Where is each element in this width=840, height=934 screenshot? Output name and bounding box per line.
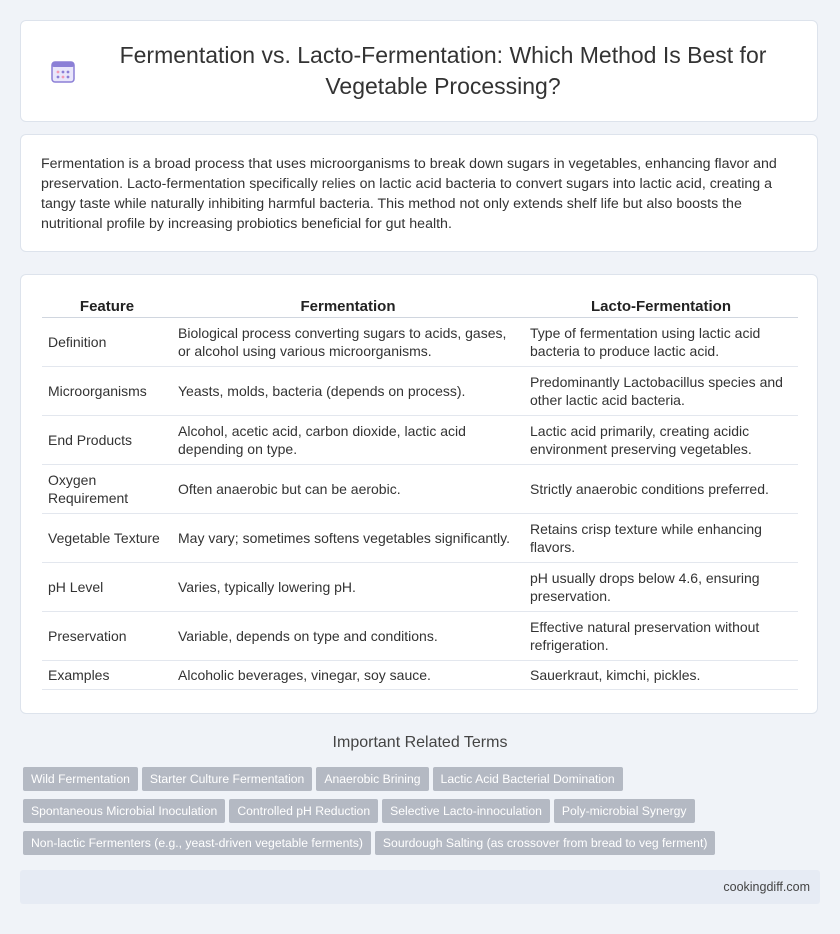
lacto-cell: pH usually drops below 4.6, ensuring preservation. <box>524 563 798 612</box>
lacto-cell: Sauerkraut, kimchi, pickles. <box>524 661 798 690</box>
related-term-tag[interactable]: Anaerobic Brining <box>316 767 428 791</box>
feature-cell: pH Level <box>42 563 172 612</box>
table-row <box>42 514 798 563</box>
table-row <box>42 465 798 514</box>
footer <box>20 870 820 904</box>
table-row <box>42 661 798 690</box>
header-lacto-fermentation: Lacto-Fermentation <box>524 295 798 318</box>
footer-site-link[interactable]: cookingdiff.com <box>723 880 810 894</box>
table-row <box>42 318 798 367</box>
lacto-cell: Retains crisp texture while enhancing flavors. <box>524 514 798 563</box>
table-header-row <box>42 295 798 318</box>
fermentation-cell: Biological process converting sugars to acids, gases, or alcohol using various microorganisms. <box>172 318 524 367</box>
related-terms-list <box>23 767 823 863</box>
related-term-tag[interactable]: Controlled pH Reduction <box>229 799 378 823</box>
lacto-cell: Predominantly Lactobacillus species and other lactic acid bacteria. <box>524 367 798 416</box>
related-term-tag[interactable]: Wild Fermentation <box>23 767 138 791</box>
fermentation-cell: May vary; sometimes softens vegetables significantly. <box>172 514 524 563</box>
header-fermentation: Fermentation <box>172 295 524 318</box>
related-term-tag[interactable]: Lactic Acid Bacterial Domination <box>433 767 623 791</box>
fermentation-cell: Variable, depends on type and conditions. <box>172 612 524 661</box>
intro-card <box>20 134 818 252</box>
table-row <box>42 367 798 416</box>
feature-cell: Definition <box>42 318 172 367</box>
calendar-grid-icon <box>50 58 76 84</box>
related-term-tag[interactable]: Non-lactic Fermenters (e.g., yeast-driven vegetable ferments) <box>23 831 371 855</box>
related-term-tag[interactable]: Starter Culture Fermentation <box>142 767 312 791</box>
related-term-tag[interactable]: Selective Lacto-innoculation <box>382 799 550 823</box>
table-row <box>42 612 798 661</box>
feature-cell: Microorganisms <box>42 367 172 416</box>
fermentation-cell: Yeasts, molds, bacteria (depends on process). <box>172 367 524 416</box>
comparison-table <box>42 295 798 690</box>
comparison-table-card <box>20 274 818 714</box>
lacto-cell: Strictly anaerobic conditions preferred. <box>524 465 798 514</box>
header-feature: Feature <box>42 295 172 318</box>
header-inner <box>30 40 808 102</box>
fermentation-cell: Alcoholic beverages, vinegar, soy sauce. <box>172 661 524 690</box>
header-card <box>20 20 818 122</box>
feature-cell: Vegetable Texture <box>42 514 172 563</box>
lacto-cell: Lactic acid primarily, creating acidic environment preserving vegetables. <box>524 416 798 465</box>
related-term-tag[interactable]: Spontaneous Microbial Inoculation <box>23 799 225 823</box>
intro-paragraph: Fermentation is a broad process that uses microorganisms to break down sugars in vegetables, enhancing flavor and preservation. Lacto-fermentation specifically relies on lactic acid bacteria to convert sugars into lactic acid, creating a tangy taste while naturally inhibiting harmful bacteria. This method not only extends shelf life but also boosts the nutritional profile by increasing probiotics beneficial for gut health. <box>41 156 777 232</box>
page-title: Fermentation vs. Lacto-Fermentation: Which Method Is Best for Vegetable Processing? <box>119 42 767 99</box>
lacto-cell: Type of fermentation using lactic acid bacteria to produce lactic acid. <box>524 318 798 367</box>
lacto-cell: Effective natural preservation without refrigeration. <box>524 612 798 661</box>
fermentation-cell: Often anaerobic but can be aerobic. <box>172 465 524 514</box>
table-row <box>42 416 798 465</box>
table-row <box>42 563 798 612</box>
feature-cell: Oxygen Requirement <box>42 465 172 514</box>
related-term-tag[interactable]: Sourdough Salting (as crossover from bread to veg ferment) <box>375 831 715 855</box>
feature-cell: Examples <box>42 661 172 690</box>
related-term-tag[interactable]: Poly-microbial Synergy <box>554 799 695 823</box>
fermentation-cell: Alcohol, acetic acid, carbon dioxide, lactic acid depending on type. <box>172 416 524 465</box>
feature-cell: End Products <box>42 416 172 465</box>
feature-cell: Preservation <box>42 612 172 661</box>
fermentation-cell: Varies, typically lowering pH. <box>172 563 524 612</box>
related-terms-heading: Important Related Terms <box>332 734 508 751</box>
